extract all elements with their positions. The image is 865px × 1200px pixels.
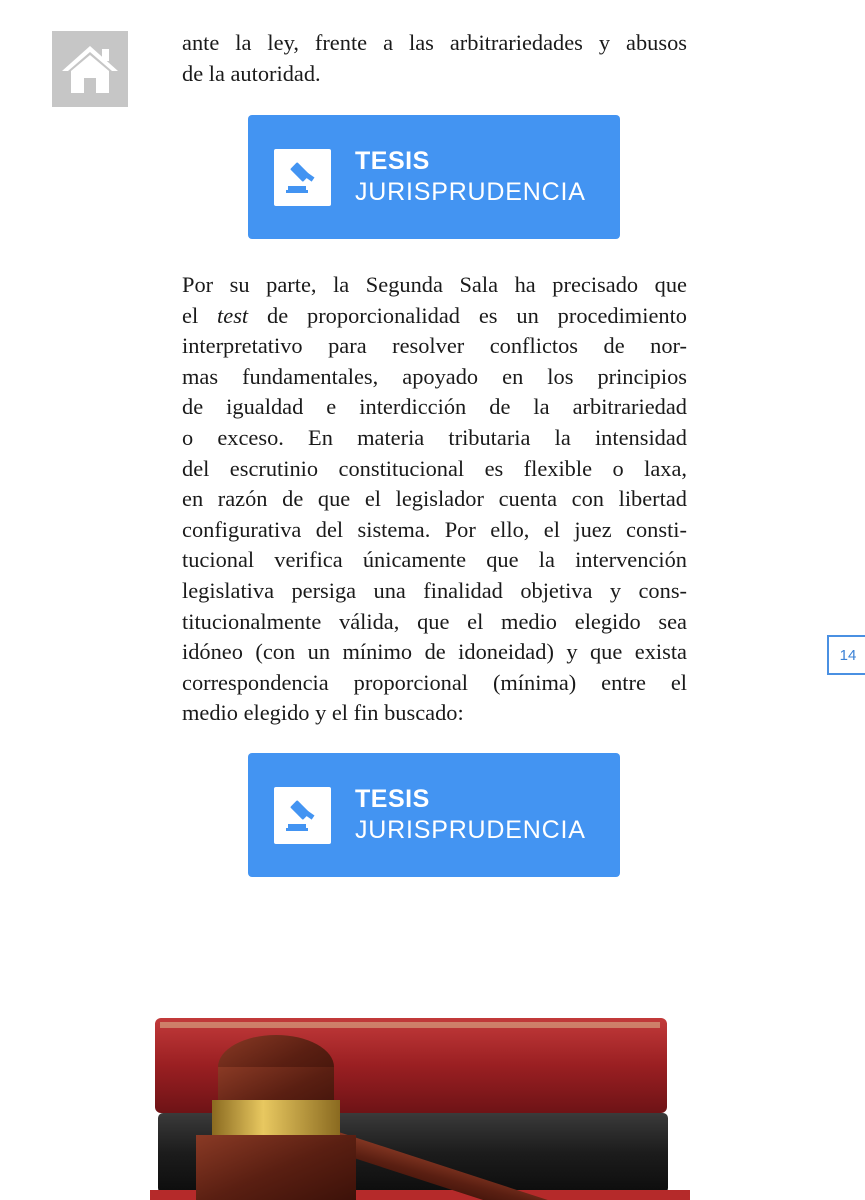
tesis-title: TESIS [355, 785, 430, 813]
text-line: legislativa persiga una finalidad objetiva y cons- [182, 577, 687, 603]
tesis-jurisprudencia-button[interactable] [248, 115, 620, 239]
text-line: del escrutinio constitucional es flexible o laxa, [182, 455, 687, 481]
home-button[interactable] [52, 31, 128, 107]
text-line: o exceso. En materia tributaria la intensidad [182, 424, 687, 450]
italic-word: test [217, 302, 249, 328]
text-line: idóneo (con un mínimo de idoneidad) y que exista [182, 639, 687, 665]
gavel-books-photo [0, 960, 865, 1200]
text-span: de proporcionalidad es un procedimiento [248, 302, 687, 328]
text-span: el [182, 302, 218, 328]
home-icon [60, 43, 120, 95]
text-line: configurativa del sistema. Por ello, el juez consti- [182, 516, 687, 542]
text-line: de igualdad e interdicción de la arbitrariedad [182, 394, 687, 420]
tesis-subtitle: JURISPRUDENCIA [355, 178, 586, 206]
tesis-subtitle: JURISPRUDENCIA [355, 816, 586, 844]
gavel-icon [274, 787, 331, 844]
text-line: interpretativo para resolver conflictos de nor- [182, 333, 687, 359]
text-line: en razón de que el legislador cuenta con libertad [182, 486, 687, 512]
text-line: medio elegido y el fin buscado: [182, 700, 464, 726]
text-line: de la autoridad. [182, 60, 321, 86]
gavel-icon [274, 149, 331, 206]
text-line: correspondencia proporcional (mínima) entre el [182, 669, 687, 695]
text-line: mas fundamentales, apoyado en los principios [182, 363, 687, 389]
text-line [182, 301, 687, 332]
text-line: titucionalmente válida, que el medio elegido sea [182, 608, 687, 634]
text-line: tucional verifica únicamente que la intervención [182, 547, 687, 573]
paragraph-intro [182, 28, 687, 89]
page-number: 14 [827, 635, 865, 675]
text-line: ante la ley, frente a las arbitrariedades y abusos [182, 30, 687, 55]
tesis-jurisprudencia-button-2[interactable] [248, 753, 620, 877]
tesis-title: TESIS [355, 147, 430, 175]
paragraph-main [182, 270, 687, 729]
text-line: Por su parte, la Segunda Sala ha precisado que [182, 272, 687, 297]
